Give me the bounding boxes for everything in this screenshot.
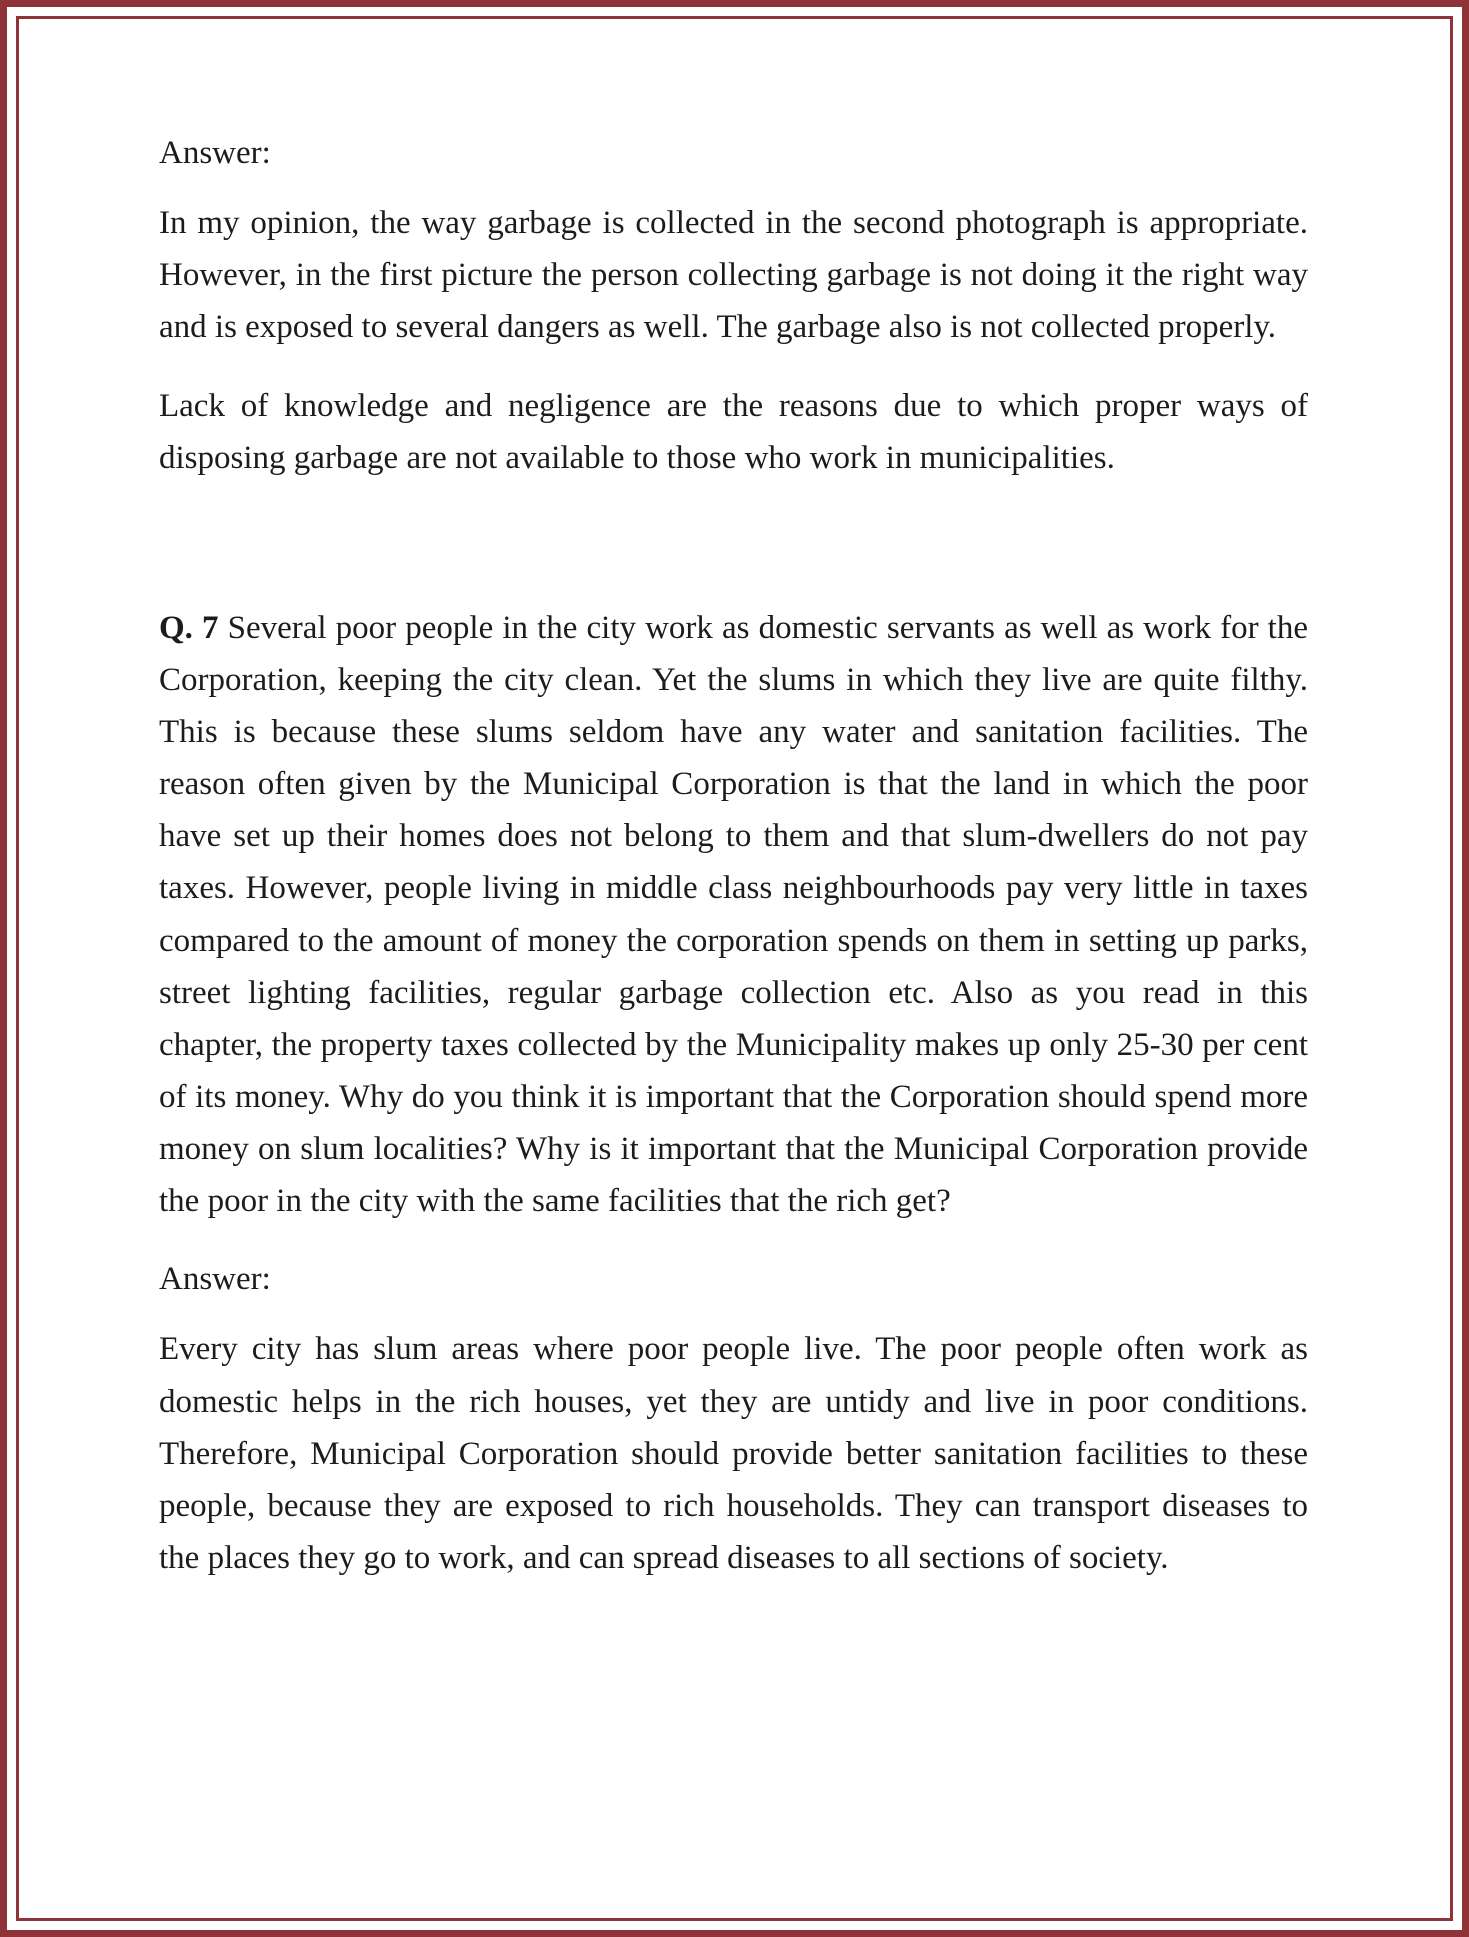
answer-label-1: Answer:: [159, 135, 271, 171]
answer2-paragraph-1: Every city has slum areas where poor people live. The poor people often work as domestic helps in the rich houses, yet they are untidy and live in poor conditions. Therefore, Municipal Corporation should provide better sanitation facilities to these people, because they are exposed to rich households. They can transport diseases to the places they go to work, and can spread diseases to all sections of society.: [159, 1331, 1308, 1576]
answer-label-2: Answer:: [159, 1261, 271, 1298]
answer-paragraph-2: Lack of knowledge and negligence are the reasons due to which proper ways of disposing garbage are not available to those who work in municipalities.: [159, 387, 1308, 476]
question-text: Several poor people in the city work as domestic servants as well as work for the Corporation, keeping the city clean. Yet the slums in which they live are quite filthy. This is because these slums seldom have any water and sanitation facilities. The reason often given by the Municipal Corporation is that the land in which the poor have set up their homes does not belong to them and that slum-dwellers do not pay taxes. However, people living in middle class neighbourhoods pay very little in taxes compared to the amount of money the corporation spends on them in setting up parks, street lighting facilities, regular garbage collection etc. Also as you read in this chapter, the property taxes collected by the Municipality makes up only 25-30 per cent of its money. Why do you think it is important that the Corporation should spend more money on slum localities? Why is it important that the Municipal Corporation provide the poor in the city with the same facilities that the rich get?: [159, 609, 1309, 1220]
page-border-inner: [16, 16, 1453, 1921]
answer-paragraph-1: In my opinion, the way garbage is collected in the second photograph is appropriate. However, in the first picture the person collecting garbage is not doing it the right way and is exposed to several dangers as well. The garbage also is not collected properly.: [159, 205, 1308, 346]
question-paragraph: [159, 602, 1308, 1228]
document-body: [159, 127, 1308, 1584]
question-number: Q. 7: [159, 609, 219, 646]
